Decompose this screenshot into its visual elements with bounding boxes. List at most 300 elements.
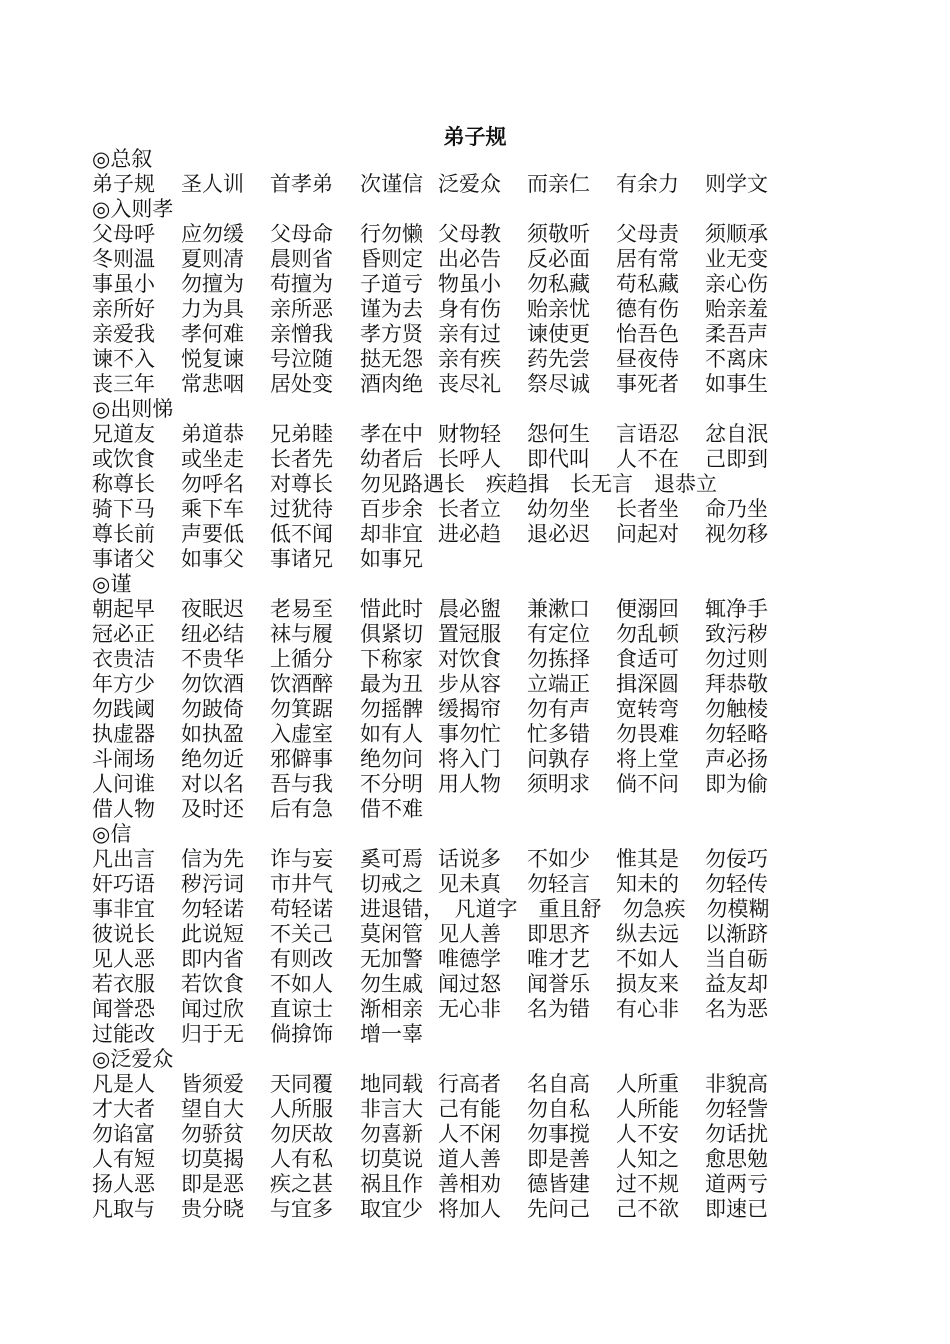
verse-phrase: 奸巧语 bbox=[92, 872, 155, 896]
verse-phrase: 勿乱顿 bbox=[616, 622, 679, 646]
verse-phrase: 绝勿近 bbox=[181, 747, 244, 771]
verse-phrase: 信为先 bbox=[181, 847, 244, 871]
verse-phrase: 勿触棱 bbox=[705, 697, 768, 721]
verse-phrase: 德皆建 bbox=[527, 1172, 590, 1196]
verse-phrase: 执虚器 bbox=[92, 722, 155, 746]
verse-phrase: 命乃坐 bbox=[705, 497, 768, 521]
verse-phrase: 常悲咽 bbox=[181, 372, 244, 396]
verse-phrase: 视勿移 bbox=[705, 522, 768, 546]
verse-phrase: 药先尝 bbox=[527, 347, 590, 371]
verse-phrase: 事非宜 bbox=[92, 897, 155, 921]
verse-line bbox=[92, 897, 872, 922]
verse-phrase: 人所能 bbox=[616, 1097, 679, 1121]
verse-phrase: 贻亲羞 bbox=[705, 297, 768, 321]
verse-line bbox=[92, 797, 872, 822]
verse-phrase: 人有私 bbox=[270, 1147, 333, 1171]
verse-phrase: 兄道友 bbox=[92, 422, 155, 446]
verse-phrase: 首孝弟 bbox=[270, 172, 333, 196]
verse-phrase: 步从容 bbox=[438, 672, 501, 696]
verse-phrase: 入虚室 bbox=[270, 722, 333, 746]
verse-phrase: 非貌高 bbox=[705, 1072, 768, 1096]
verse-phrase: 勿箕踞 bbox=[270, 697, 333, 721]
verse-phrase: 即为偷 bbox=[705, 772, 768, 796]
verse-phrase: 置冠服 bbox=[438, 622, 501, 646]
verse-line bbox=[92, 647, 872, 672]
verse-phrase: 彼说长 bbox=[92, 922, 155, 946]
verse-phrase: 勿轻略 bbox=[705, 722, 768, 746]
verse-phrase: 朝起早 bbox=[92, 597, 155, 621]
verse-line bbox=[92, 622, 872, 647]
verse-phrase: 如事父 bbox=[181, 547, 244, 571]
verse-phrase: 泛爱众 bbox=[438, 172, 501, 196]
verse-phrase: 须明求 bbox=[527, 772, 590, 796]
verse-phrase: 父母命 bbox=[270, 222, 333, 246]
verse-phrase: 祭尽诚 bbox=[527, 372, 590, 396]
verse-phrase: 道人善 bbox=[438, 1147, 501, 1171]
verse-phrase: 望自大 bbox=[181, 1097, 244, 1121]
verse-phrase: 勿轻言 bbox=[527, 872, 590, 896]
verse-phrase: 亲所好 bbox=[92, 297, 155, 321]
verse-phrase: 对尊长 bbox=[270, 472, 333, 496]
verse-phrase: 道两亏 bbox=[705, 1172, 768, 1196]
verse-phrase: 天同覆 bbox=[270, 1072, 333, 1096]
verse-phrase: 当自砺 bbox=[705, 947, 768, 971]
verse-phrase: 惟其是 bbox=[616, 847, 679, 871]
verse-phrase: 不如人 bbox=[270, 972, 333, 996]
verse-phrase: 事死者 bbox=[616, 372, 679, 396]
verse-phrase: 不如少 bbox=[527, 847, 590, 871]
verse-phrase: 倘揜饰 bbox=[270, 1022, 333, 1046]
verse-phrase: 纽必结 bbox=[181, 622, 244, 646]
verse-phrase: 市井气 bbox=[270, 872, 333, 896]
verse-phrase: 进退错， 凡道字 重且舒 勿急疾 勿模糊 bbox=[360, 897, 770, 921]
verse-line bbox=[92, 497, 872, 522]
verse-phrase: 进必趋 bbox=[438, 522, 501, 546]
verse-phrase: 挞无怨 bbox=[360, 347, 423, 371]
verse-phrase: 下称家 bbox=[360, 647, 423, 671]
verse-phrase: 问孰存 bbox=[527, 747, 590, 771]
verse-phrase: 勿践阈 bbox=[92, 697, 155, 721]
verse-phrase: 而亲仁 bbox=[527, 172, 590, 196]
verse-phrase: 将上堂 bbox=[616, 747, 679, 771]
verse-phrase: 亲有疾 bbox=[438, 347, 501, 371]
verse-phrase: 冠必正 bbox=[92, 622, 155, 646]
verse-phrase: 忙多错 bbox=[527, 722, 590, 746]
verse-phrase: 孝在中 bbox=[360, 422, 423, 446]
verse-phrase: 即是恶 bbox=[181, 1172, 244, 1196]
verse-line bbox=[92, 372, 872, 397]
verse-phrase: 次谨信 bbox=[360, 172, 423, 196]
verse-phrase: 切莫揭 bbox=[181, 1147, 244, 1171]
verse-phrase: 反必面 bbox=[527, 247, 590, 271]
verse-phrase: 骑下马 bbox=[92, 497, 155, 521]
verse-line bbox=[92, 597, 872, 622]
verse-phrase: 勿事搅 bbox=[527, 1122, 590, 1146]
verse-phrase: 唯德学 bbox=[438, 947, 501, 971]
verse-phrase: 借不难 bbox=[360, 797, 423, 821]
section-heading: ◎出则悌 bbox=[92, 397, 174, 421]
verse-phrase: 身有伤 bbox=[438, 297, 501, 321]
verse-phrase: 孝何难 bbox=[181, 322, 244, 346]
verse-phrase: 尊长前 bbox=[92, 522, 155, 546]
verse-phrase: 揖深圆 bbox=[616, 672, 679, 696]
verse-phrase: 人不安 bbox=[616, 1122, 679, 1146]
verse-phrase: 己有能 bbox=[438, 1097, 501, 1121]
verse-phrase: 百步余 bbox=[360, 497, 423, 521]
verse-phrase: 力为具 bbox=[181, 297, 244, 321]
verse-phrase: 弟子规 bbox=[92, 172, 155, 196]
verse-line bbox=[92, 922, 872, 947]
verse-line bbox=[92, 747, 872, 772]
verse-phrase: 致污秽 bbox=[705, 622, 768, 646]
verse-phrase: 亲爱我 bbox=[92, 322, 155, 346]
verse-phrase: 却非宜 bbox=[360, 522, 423, 546]
verse-phrase: 与宜多 bbox=[270, 1197, 333, 1221]
verse-line bbox=[92, 972, 872, 997]
verse-phrase: 才大者 bbox=[92, 1097, 155, 1121]
verse-phrase: 业无变 bbox=[705, 247, 768, 271]
verse-phrase: 祸且作 bbox=[360, 1172, 423, 1196]
verse-phrase: 父母教 bbox=[438, 222, 501, 246]
verse-phrase: 圣人训 bbox=[181, 172, 244, 196]
verse-phrase: 名为恶 bbox=[705, 997, 768, 1021]
verse-phrase: 增一辜 bbox=[360, 1022, 423, 1046]
verse-phrase: 居有常 bbox=[616, 247, 679, 271]
verse-phrase: 勿自私 bbox=[527, 1097, 590, 1121]
verse-line bbox=[92, 697, 872, 722]
verse-phrase: 己不欲 bbox=[616, 1197, 679, 1221]
verse-phrase: 即速已 bbox=[705, 1197, 768, 1221]
verse-phrase: 人知之 bbox=[616, 1147, 679, 1171]
verse-phrase: 勿私藏 bbox=[527, 272, 590, 296]
verse-phrase: 事勿忙 bbox=[438, 722, 501, 746]
verse-phrase: 长者坐 bbox=[616, 497, 679, 521]
verse-line bbox=[92, 1122, 872, 1147]
verse-phrase: 闻誉乐 bbox=[527, 972, 590, 996]
verse-phrase: 不贵华 bbox=[181, 647, 244, 671]
verse-phrase: 莫闲管 bbox=[360, 922, 423, 946]
verse-line bbox=[92, 297, 872, 322]
verse-phrase: 纵去远 bbox=[616, 922, 679, 946]
verse-line bbox=[92, 547, 872, 572]
verse-phrase: 即代叫 bbox=[527, 447, 590, 471]
verse-phrase: 勿擅为 bbox=[181, 272, 244, 296]
verse-phrase: 知未的 bbox=[616, 872, 679, 896]
verse-phrase: 勿骄贫 bbox=[181, 1122, 244, 1146]
verse-phrase: 斗闹场 bbox=[92, 747, 155, 771]
verse-phrase: 苟擅为 bbox=[270, 272, 333, 296]
verse-line bbox=[92, 1147, 872, 1172]
verse-phrase: 秽污词 bbox=[181, 872, 244, 896]
verse-phrase: 无加警 bbox=[360, 947, 423, 971]
verse-phrase: 贻亲忧 bbox=[527, 297, 590, 321]
verse-phrase: 言语忍 bbox=[616, 422, 679, 446]
verse-phrase: 闻誉恐 bbox=[92, 997, 155, 1021]
document-title: 弟子规 bbox=[443, 124, 507, 149]
verse-line bbox=[92, 472, 872, 497]
verse-phrase: 亲心伤 bbox=[705, 272, 768, 296]
verse-phrase: 老易至 bbox=[270, 597, 333, 621]
verse-phrase: 凡取与 bbox=[92, 1197, 155, 1221]
verse-phrase: 借人物 bbox=[92, 797, 155, 821]
verse-phrase: 归于无 bbox=[181, 1022, 244, 1046]
verse-phrase: 行勿懒 bbox=[360, 222, 423, 246]
verse-line bbox=[92, 347, 872, 372]
verse-phrase: 问起对 bbox=[616, 522, 679, 546]
verse-phrase: 长者先 bbox=[270, 447, 333, 471]
verse-phrase: 亲有过 bbox=[438, 322, 501, 346]
verse-phrase: 有心非 bbox=[616, 997, 679, 1021]
verse-phrase: 便溺回 bbox=[616, 597, 679, 621]
verse-phrase: 则学文 bbox=[705, 172, 768, 196]
verse-phrase: 切莫说 bbox=[360, 1147, 423, 1171]
verse-phrase: 勿饮酒 bbox=[181, 672, 244, 696]
verse-phrase: 己即到 bbox=[705, 447, 768, 471]
verse-line bbox=[92, 522, 872, 547]
verse-line bbox=[92, 772, 872, 797]
verse-phrase: 或坐走 bbox=[181, 447, 244, 471]
verse-phrase: 不离床 bbox=[705, 347, 768, 371]
verse-phrase: 事诸父 bbox=[92, 547, 155, 571]
verse-phrase: 低不闻 bbox=[270, 522, 333, 546]
verse-phrase: 父母呼 bbox=[92, 222, 155, 246]
verse-phrase: 益友却 bbox=[705, 972, 768, 996]
verse-phrase: 兄弟睦 bbox=[270, 422, 333, 446]
verse-phrase: 勿话扰 bbox=[705, 1122, 768, 1146]
verse-phrase: 亲所恶 bbox=[270, 297, 333, 321]
verse-phrase: 谏不入 bbox=[92, 347, 155, 371]
verse-phrase: 倘不问 bbox=[616, 772, 679, 796]
verse-phrase: 事诸兄 bbox=[270, 547, 333, 571]
verse-phrase: 过犹待 bbox=[270, 497, 333, 521]
verse-line bbox=[92, 447, 872, 472]
verse-phrase: 人有短 bbox=[92, 1147, 155, 1171]
verse-phrase: 最为丑 bbox=[360, 672, 423, 696]
verse-line bbox=[92, 672, 872, 697]
verse-phrase: 人不闲 bbox=[438, 1122, 501, 1146]
verse-phrase: 即内省 bbox=[181, 947, 244, 971]
verse-line bbox=[92, 1072, 872, 1097]
verse-phrase: 凡出言 bbox=[92, 847, 155, 871]
verse-phrase: 上循分 bbox=[270, 647, 333, 671]
verse-phrase: 过不规 bbox=[616, 1172, 679, 1196]
verse-phrase: 此说短 bbox=[181, 922, 244, 946]
verse-phrase: 昏则定 bbox=[360, 247, 423, 271]
verse-phrase: 闻过欣 bbox=[181, 997, 244, 1021]
verse-phrase: 过能改 bbox=[92, 1022, 155, 1046]
section-heading: ◎入则孝 bbox=[92, 197, 174, 221]
verse-phrase: 如有人 bbox=[360, 722, 423, 746]
verse-phrase: 吾与我 bbox=[270, 772, 333, 796]
verse-phrase: 晨则省 bbox=[270, 247, 333, 271]
verse-phrase: 先问己 bbox=[527, 1197, 590, 1221]
verse-phrase: 幼勿坐 bbox=[527, 497, 590, 521]
verse-phrase: 食适可 bbox=[616, 647, 679, 671]
verse-phrase: 晨必盥 bbox=[438, 597, 501, 621]
verse-phrase: 衣贵洁 bbox=[92, 647, 155, 671]
verse-phrase: 有则改 bbox=[270, 947, 333, 971]
verse-phrase: 将入门 bbox=[438, 747, 501, 771]
verse-phrase: 非言大 bbox=[360, 1097, 423, 1121]
verse-line bbox=[92, 422, 872, 447]
verse-phrase: 乘下车 bbox=[181, 497, 244, 521]
verse-phrase: 勿过则 bbox=[705, 647, 768, 671]
section-heading: ◎谨 bbox=[92, 572, 132, 596]
verse-phrase: 名为错 bbox=[527, 997, 590, 1021]
section-heading: ◎泛爱众 bbox=[92, 1047, 174, 1071]
verse-phrase: 不如人 bbox=[616, 947, 679, 971]
verse-phrase: 声必扬 bbox=[705, 747, 768, 771]
verse-phrase: 话说多 bbox=[438, 847, 501, 871]
verse-phrase: 见人善 bbox=[438, 922, 501, 946]
verse-line bbox=[92, 722, 872, 747]
verse-phrase: 忿自泯 bbox=[705, 422, 768, 446]
verse-phrase: 怡吾色 bbox=[616, 322, 679, 346]
verse-phrase: 物虽小 bbox=[438, 272, 501, 296]
section-heading: ◎总叙 bbox=[92, 147, 153, 171]
verse-phrase: 如执盈 bbox=[181, 722, 244, 746]
verse-phrase: 凡是人 bbox=[92, 1072, 155, 1096]
verse-phrase: 勿有声 bbox=[527, 697, 590, 721]
verse-phrase: 勿呼名 bbox=[181, 472, 244, 496]
verse-phrase: 地同载 bbox=[360, 1072, 423, 1096]
verse-phrase: 须顺承 bbox=[705, 222, 768, 246]
verse-phrase: 出必告 bbox=[438, 247, 501, 271]
verse-phrase: 夜眠迟 bbox=[181, 597, 244, 621]
verse-phrase: 夏则凊 bbox=[181, 247, 244, 271]
verse-phrase: 财物轻 bbox=[438, 422, 501, 446]
verse-phrase: 有定位 bbox=[527, 622, 590, 646]
verse-phrase: 父母责 bbox=[616, 222, 679, 246]
verse-phrase: 不关己 bbox=[270, 922, 333, 946]
verse-phrase: 悦复谏 bbox=[181, 347, 244, 371]
verse-phrase: 幼者后 bbox=[360, 447, 423, 471]
verse-phrase: 勿轻诺 bbox=[181, 897, 244, 921]
verse-phrase: 勿摇髀 bbox=[360, 697, 423, 721]
verse-phrase: 长呼人 bbox=[438, 447, 501, 471]
verse-phrase: 酒肉绝 bbox=[360, 372, 423, 396]
verse-phrase: 勿畏难 bbox=[616, 722, 679, 746]
verse-phrase: 对以名 bbox=[181, 772, 244, 796]
verse-phrase: 勿佞巧 bbox=[705, 847, 768, 871]
verse-phrase: 兼漱口 bbox=[527, 597, 590, 621]
verse-phrase: 子道亏 bbox=[360, 272, 423, 296]
verse-phrase: 损友来 bbox=[616, 972, 679, 996]
verse-phrase: 不分明 bbox=[360, 772, 423, 796]
verse-phrase: 辄净手 bbox=[705, 597, 768, 621]
verse-phrase: 谨为去 bbox=[360, 297, 423, 321]
verse-phrase: 人所服 bbox=[270, 1097, 333, 1121]
verse-phrase: 扬人恶 bbox=[92, 1172, 155, 1196]
verse-phrase: 丧尽礼 bbox=[438, 372, 501, 396]
verse-phrase: 用人物 bbox=[438, 772, 501, 796]
verse-phrase: 勿拣择 bbox=[527, 647, 590, 671]
verse-phrase: 贵分晓 bbox=[181, 1197, 244, 1221]
verse-phrase: 取宜少 bbox=[360, 1197, 423, 1221]
verse-phrase: 切戒之 bbox=[360, 872, 423, 896]
verse-phrase: 渐相亲 bbox=[360, 997, 423, 1021]
verse-phrase: 绝勿问 bbox=[360, 747, 423, 771]
verse-line bbox=[92, 997, 872, 1022]
verse-phrase: 人所重 bbox=[616, 1072, 679, 1096]
verse-phrase: 后有急 bbox=[270, 797, 333, 821]
verse-phrase: 行高者 bbox=[438, 1072, 501, 1096]
verse-phrase: 见人恶 bbox=[92, 947, 155, 971]
verse-line bbox=[92, 172, 872, 197]
section-heading: ◎信 bbox=[92, 822, 132, 846]
verse-phrase: 惜此时 bbox=[360, 597, 423, 621]
verse-line bbox=[92, 1097, 872, 1122]
verse-phrase: 有余力 bbox=[616, 172, 679, 196]
verse-line bbox=[92, 272, 872, 297]
verse-phrase: 勿喜新 bbox=[360, 1122, 423, 1146]
verse-phrase: 直谅士 bbox=[270, 997, 333, 1021]
verse-phrase: 丧三年 bbox=[92, 372, 155, 396]
verse-line bbox=[92, 872, 872, 897]
verse-phrase: 如事兄 bbox=[360, 547, 423, 571]
verse-phrase: 柔吾声 bbox=[705, 322, 768, 346]
verse-phrase: 奚可焉 bbox=[360, 847, 423, 871]
verse-phrase: 勿跛倚 bbox=[181, 697, 244, 721]
verse-phrase: 称尊长 bbox=[92, 472, 155, 496]
verse-phrase: 怨何生 bbox=[527, 422, 590, 446]
verse-phrase: 勿轻訾 bbox=[705, 1097, 768, 1121]
verse-phrase: 苟轻诺 bbox=[270, 897, 333, 921]
verse-phrase: 饮酒醉 bbox=[270, 672, 333, 696]
verse-phrase: 弟道恭 bbox=[181, 422, 244, 446]
verse-phrase: 立端正 bbox=[527, 672, 590, 696]
verse-phrase: 长者立 bbox=[438, 497, 501, 521]
verse-phrase: 勿见路遇长 疾趋揖 长无言 退恭立 bbox=[360, 472, 717, 496]
verse-phrase: 唯才艺 bbox=[527, 947, 590, 971]
verse-phrase: 应勿缓 bbox=[181, 222, 244, 246]
verse-phrase: 勿厌故 bbox=[270, 1122, 333, 1146]
verse-phrase: 号泣随 bbox=[270, 347, 333, 371]
verse-phrase: 冬则温 bbox=[92, 247, 155, 271]
verse-phrase: 人不在 bbox=[616, 447, 679, 471]
verse-phrase: 孝方贤 bbox=[360, 322, 423, 346]
verse-phrase: 居处变 bbox=[270, 372, 333, 396]
verse-phrase: 对饮食 bbox=[438, 647, 501, 671]
verse-line bbox=[92, 1172, 872, 1197]
verse-phrase: 俱紧切 bbox=[360, 622, 423, 646]
verse-phrase: 事虽小 bbox=[92, 272, 155, 296]
verse-phrase: 诈与妄 bbox=[270, 847, 333, 871]
verse-phrase: 谏使更 bbox=[527, 322, 590, 346]
verse-line bbox=[92, 1197, 872, 1222]
verse-phrase: 勿轻传 bbox=[705, 872, 768, 896]
verse-phrase: 人问谁 bbox=[92, 772, 155, 796]
verse-phrase: 亲憎我 bbox=[270, 322, 333, 346]
verse-phrase: 退必迟 bbox=[527, 522, 590, 546]
verse-phrase: 苟私藏 bbox=[616, 272, 679, 296]
verse-line bbox=[92, 322, 872, 347]
verse-phrase: 若饮食 bbox=[181, 972, 244, 996]
verse-line bbox=[92, 247, 872, 272]
verse-phrase: 声要低 bbox=[181, 522, 244, 546]
verse-phrase: 即思齐 bbox=[527, 922, 590, 946]
verse-line bbox=[92, 947, 872, 972]
verse-phrase: 将加人 bbox=[438, 1197, 501, 1221]
verse-phrase: 闻过怒 bbox=[438, 972, 501, 996]
document-body bbox=[92, 147, 872, 1222]
verse-phrase: 皆须爱 bbox=[181, 1072, 244, 1096]
verse-phrase: 勿谄富 bbox=[92, 1122, 155, 1146]
verse-phrase: 名自高 bbox=[527, 1072, 590, 1096]
verse-phrase: 善相劝 bbox=[438, 1172, 501, 1196]
verse-phrase: 勿生戚 bbox=[360, 972, 423, 996]
verse-phrase: 若衣服 bbox=[92, 972, 155, 996]
